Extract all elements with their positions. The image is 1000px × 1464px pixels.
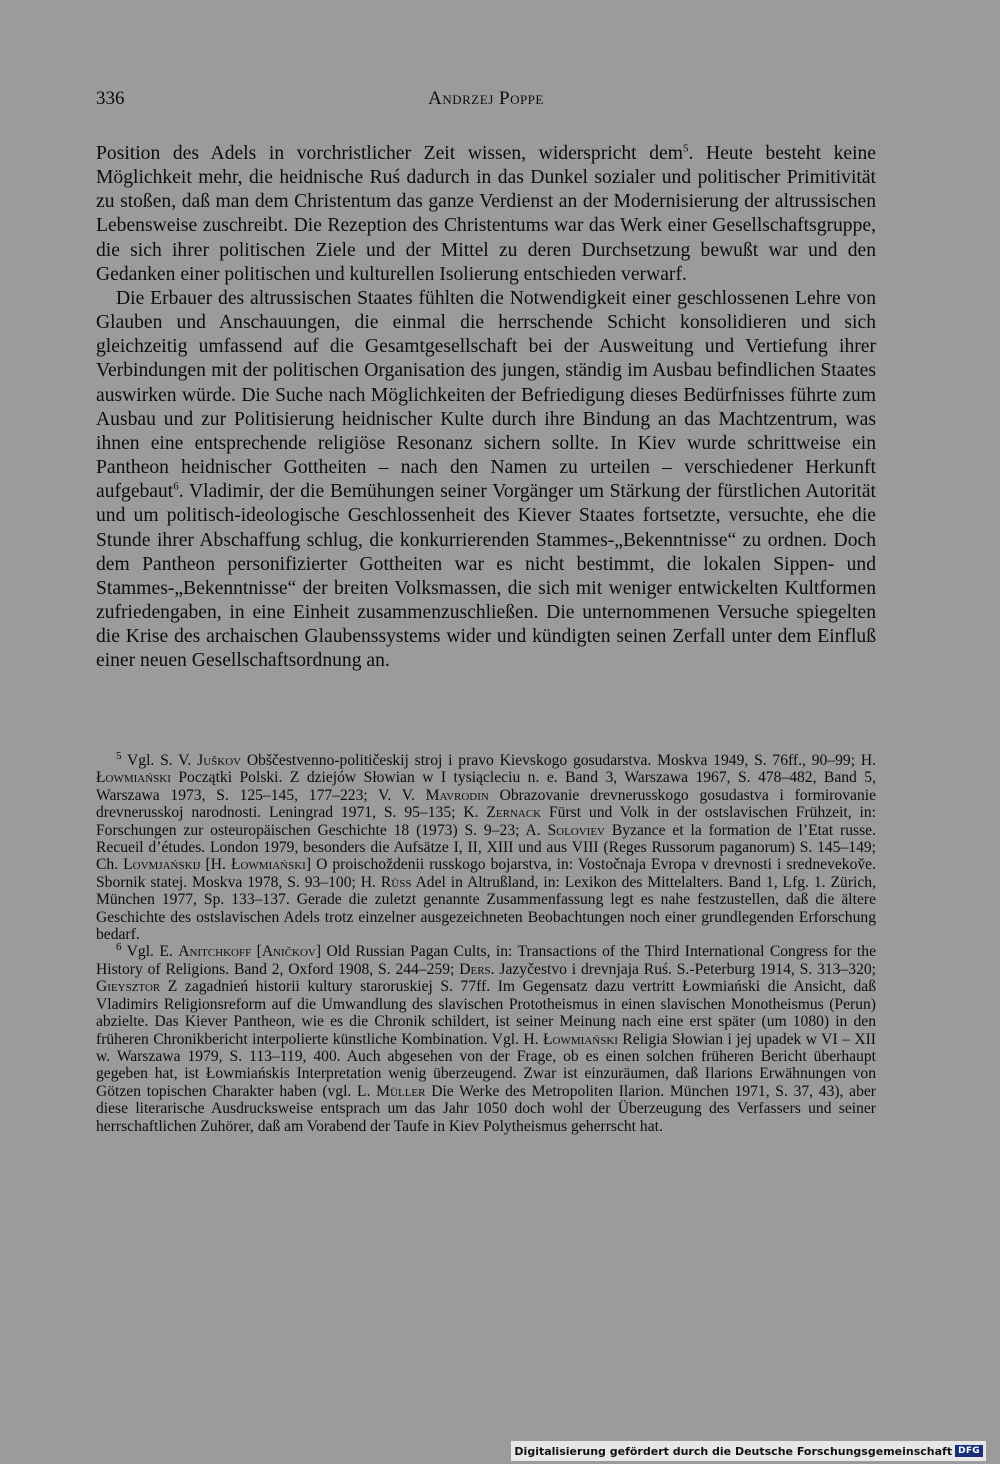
author-name: Aničkov: [261, 943, 316, 961]
footnote-segment: Z zagadnień historii kultury staroruskiej S. 77ff. Im Gegensatz dazu vertritt Łowmiański die Ansicht, daß Vladimirs Religionsreform auf die Umwandlung des slavischen Prototheismus in einen slavischen Monotheismus (Perun) abzielte. Das Kiever Pantheon, wie es die Chronik schildert, ist seiner Meinung nach eine erst später (um 1080) in den früheren Chronikbericht interpolierte künstliche Kombination. Vgl. H.: [96, 978, 876, 1048]
footnote-segment: [H.: [200, 856, 231, 874]
digitization-footer: [511, 1441, 986, 1461]
body-text: [96, 142, 876, 673]
footnote-segment: Obščestvenno-političeskij stroj i pravo Kievskogo gosudarstva. Moskva 1949, S. 76ff., 90–99; H.: [241, 752, 876, 769]
footnote: [96, 749, 876, 944]
author-name: Zernack: [486, 804, 542, 822]
author-name: Łowmiański: [543, 1030, 618, 1048]
paragraph: [96, 142, 876, 287]
paragraph-text: Die Erbauer des altrussischen Staates fühlten die Notwendigkeit einer geschlossenen Lehre von Glauben und Anschauungen, die einmal die herrschende Schicht konsolidieren und sich gleichzeitig umfassend auf die Gesamtgesellschaft bei der Ausweitung und Vertiefung ihrer Verbindungen mit der politischen Organisation des jungen, ständig im Ausbau befindlichen Staates auswirken würde. Die Suche nach Möglichkeiten der Befriedigung dieses Bedürfnisses führte zum Ausbau und zur Politisierung heidnischer Kulte durch ihre Bindung an das Machtzentrum, was ihnen eine entsprechende religiöse Resonanz sichern sollte. In Kiev wurde schrittweise ein Pantheon heidnischer Gottheiten – nach den Namen zu urteilen – verschiedener Herkunft aufgebaut: [96, 287, 876, 503]
author-name: Müller: [376, 1082, 426, 1100]
author-name: Łowmiański: [96, 769, 171, 787]
footnotes: [96, 749, 876, 1135]
author-name: Lovmjańskij: [123, 856, 201, 874]
author-name: Soloviev: [547, 821, 606, 839]
author-name: Rüss: [380, 873, 412, 891]
footnote-number: 5: [116, 749, 122, 762]
footnote-segment: Obrazovanie drevnerusskogo gosudastva i formirovanie drevnerusskoj narodnosti. Leningrad 1971, S. 95–135; K.: [96, 786, 876, 822]
footnote-reference: 5: [683, 142, 689, 155]
footnote-segment: Adel in Altrußland, in: Lexikon des Mittelalters. Band 1, Lfg. 1. Zürich, München 1977, Sp. 133–137. Gerade die zuletzt genannte Zusammenfassung legt es nahe festzustellen, daß die ältere Geschichte des ostslavischen Adels trotz einzelner ausgezeichneten Beobachtungen noch einer grundlegenden Erforschung bedarf.: [96, 873, 876, 944]
dfg-logo: DFG: [955, 1445, 983, 1457]
footer-text: Digitalisierung gefördert durch die Deutsche Forschungsgemeinschaft: [514, 1444, 953, 1458]
footnote-number: 6: [116, 941, 122, 954]
paragraph-text: . Heute besteht keine Möglichkeit mehr, die heidnische Ruś dadurch in das Dunkel sozialer und politischer Primitivität zu stoßen, daß man dem Christentum das ganze Verdienst an der Modernisierung der altrussischen Lebensweise zuschreibt. Die Rezeption des Christentums war das Werk einer Gesellschaftsgruppe, die sich ihrer politischen Ziele und der Mittel zu deren Durchsetzung bewußt war und den Gedanken einer politischen und kulturellen Isolierung entschieden verwarf.: [96, 143, 877, 285]
paragraph: [96, 287, 876, 674]
author-name: Anitchkoff: [178, 943, 252, 961]
page-header: [96, 88, 876, 118]
author-name: Łowmiański: [230, 856, 306, 874]
footnote-segment: ] O proischoždenii russkogo bojarstva, in: Vostočnaja Evropa v drevnosti i srednevekov̌e. Sbornik statej. Moskva 1978, S. 93–100; H.: [96, 856, 876, 891]
footnote-segment: Byzance et la formation de l’Etat russe. Recueil d’études. London 1979, besonders die Aufsätze I, II, XIII und aus VIII (Reges Russorum paganorum) S. 145–149; Ch.: [96, 821, 876, 874]
footnote-text: [96, 749, 876, 944]
author-name: Gieysztor: [96, 978, 161, 996]
footnote-text: [96, 943, 876, 1134]
paragraph-text: Position des Adels in vorchristlicher Zeit wissen, widerspricht dem: [96, 143, 683, 164]
footnote: [96, 943, 876, 1134]
footnote-segment: ] Old Russian Pagan Cults, in: Transactions of the Third International Congress for the History of Religions. Band 2, Oxford 1908, S. 244–259;: [96, 943, 876, 978]
page-number: 336: [96, 88, 125, 109]
author-name: Ders.: [459, 960, 495, 978]
footnote-reference: 6: [173, 480, 179, 493]
author-name: Juškov: [197, 752, 242, 769]
footnote-segment: Jazyčestvo i drevnjaja Ruś. S.-Peterburg 1914, S. 313–320;: [494, 960, 876, 978]
footnote-segment: Vgl. S. V.: [121, 752, 198, 769]
running-head: Andrzej Poppe: [428, 88, 544, 109]
footnote-segment: [: [251, 943, 262, 961]
paragraph-text: . Vladimir, der die Bemühungen seiner Vorgänger um Stärkung der fürstlichen Autorität und um politisch-ideologische Geschlossenheit des Kiever Staates fortsetzte, versuchte, ehe die Stunde ihrer Abschaffung schlug, die konkurrierenden Stammes-„Bekenntnisse“ zu ordnen. Doch dem Pantheon personifizierter Gottheiten war es nicht bestimmt, die lokalen Sippen- und Stammes-„Bekenntnisse“ der breiten Volksmassen, die sich mit weniger entwickelten Kultformen zufriedengaben, in eine Einheit zusammenzuschließen. Die unternommenen Versuche spiegelten die Krise des archaischen Glaubenssystems wider und kündigten seinen Zerfall unter dem Einfluß einer neuen Gesellschaftsordnung an.: [96, 481, 876, 672]
footnote-segment: Vgl. E.: [121, 943, 179, 961]
footnote-segment: Początki Polski. Z dziejów Słowian w I tysiącleciu n. e. Band 3, Warszawa 1967, S. 478–482, Band 5, Warszawa 1973, S. 125–145, 177–223; V. V.: [96, 769, 876, 804]
footnote-segment: Religia Słowian i jej upadek w VI – XII w. Warszawa 1979, S. 113–119, 400. Auch abgesehen von der Frage, ob es einen solchen früheren Bericht überhaupt gegeben hat, ist Łowmiańskis Interpretation wenig überzeugend. Zwar ist einzuräumen, daß Ilarions Erwähnungen von Götzen topischen Charakter haben (vgl. L.: [96, 1030, 876, 1100]
footnote-segment: Die Werke des Metropoliten Ilarion. München 1971, S. 37, 43), aber diese literarische Ausdrucksweise entsprach um das Jahr 1050 doch wohl der Überzeugung des Verfassers und seiner herrschaftlichen Zuhörer, daß am Vorabend der Taufe in Kiev Polytheismus geherrscht hat.: [96, 1082, 876, 1135]
author-name: Mavrodin: [425, 786, 489, 804]
footnote-segment: Fürst und Volk in der ostslavischen Frühzeit, in: Forschungen zur osteuropäischen Geschichte 18 (1973) S. 9–23; A.: [96, 804, 876, 839]
